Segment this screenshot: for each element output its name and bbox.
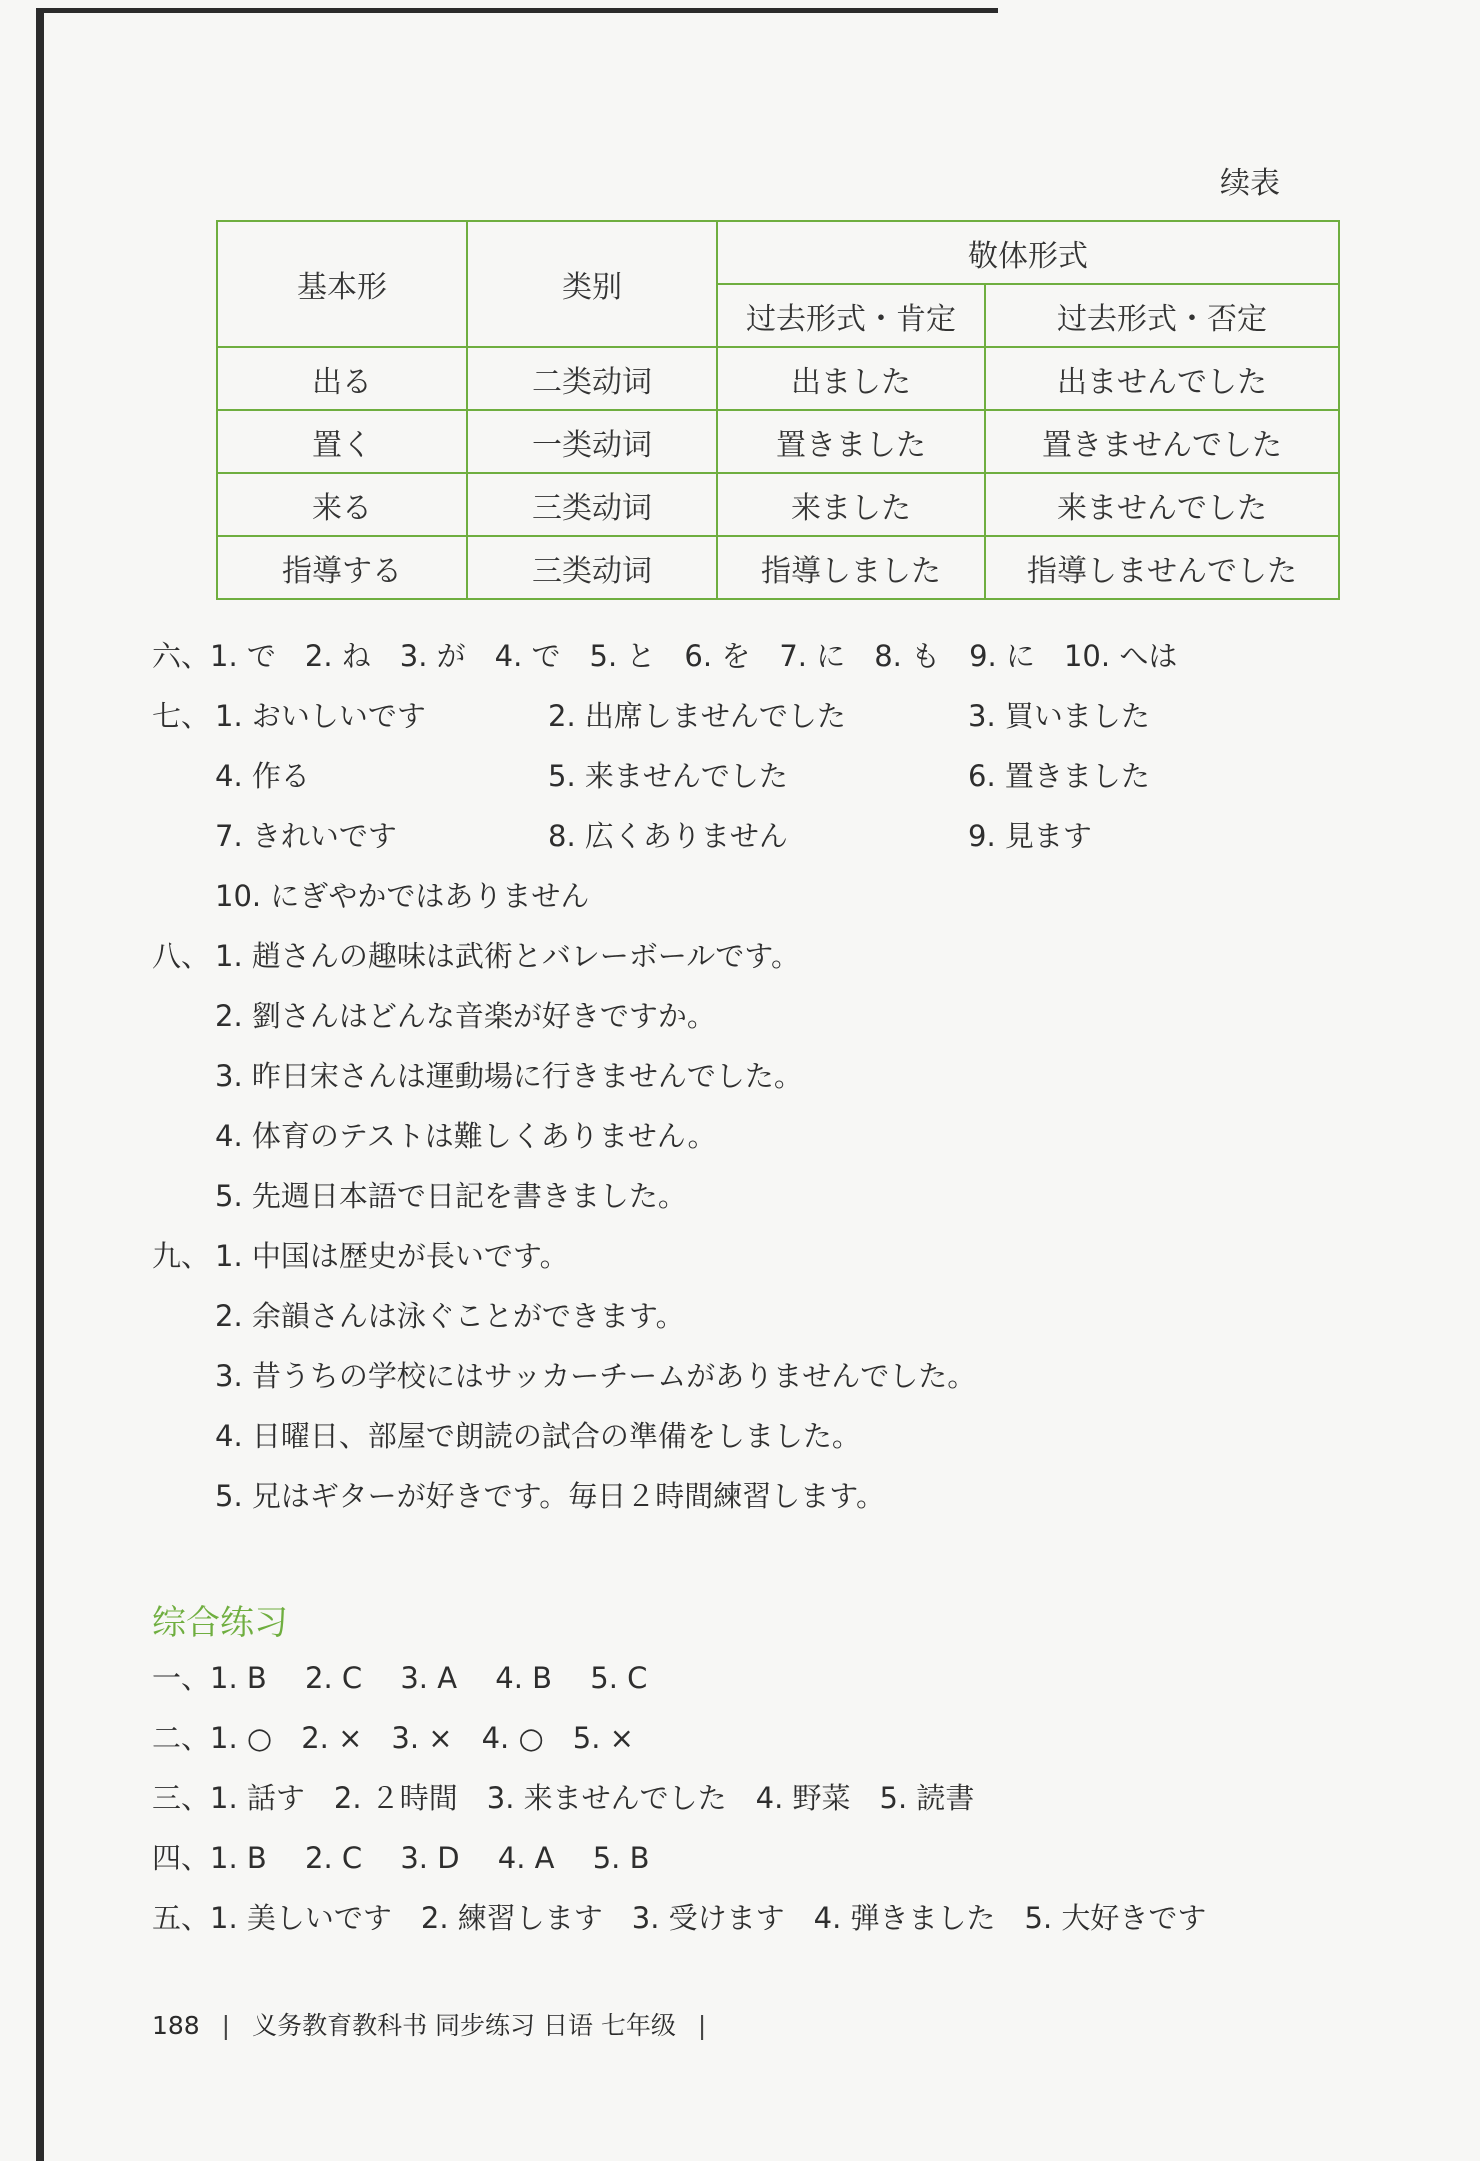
list-item: 10. にぎやかではありません (215, 879, 590, 913)
cell-past-aff: 来ました (717, 473, 985, 536)
cell-category: 一类动词 (467, 410, 717, 473)
table-row (217, 473, 1339, 536)
list-item: 3. 昔うちの学校にはサッカーチームがありませんでした。 (215, 1359, 977, 1393)
header-polite-form: 敬体形式 (717, 221, 1339, 284)
page-footer (152, 2006, 720, 2042)
section-7-prefix: 七、 (152, 699, 211, 733)
table-row (217, 536, 1339, 599)
list-item: 1. 中国は歴史が長いです。 (215, 1239, 569, 1273)
section-8-prefix: 八、 (152, 939, 211, 973)
comprehensive-line: 三、1. 話す 2. ２時間 3. 来ませんでした 4. 野菜 5. 読書 (152, 1781, 975, 1815)
list-item: 9. 見ます (968, 819, 1092, 853)
table-row (217, 347, 1339, 410)
header-past-negative: 过去形式・否定 (985, 284, 1339, 347)
cell-basic: 置く (217, 410, 467, 473)
cell-basic: 来る (217, 473, 467, 536)
list-item: 4. 体育のテストは難しくありません。 (215, 1119, 717, 1153)
comprehensive-line: 五、1. 美しいです 2. 練習します 3. 受けます 4. 弾きました 5. 大好きです (152, 1901, 1207, 1935)
page-edge-top (38, 8, 998, 13)
table-row (217, 410, 1339, 473)
list-item: 8. 広くありません (548, 819, 788, 853)
cell-past-neg: 来ませんでした (985, 473, 1339, 536)
cell-past-neg: 置きませんでした (985, 410, 1339, 473)
cell-past-neg: 出ませんでした (985, 347, 1339, 410)
cell-past-aff: 置きました (717, 410, 985, 473)
list-item: 5. 来ませんでした (548, 759, 788, 793)
list-item: 1. おいしいです (215, 699, 426, 733)
comprehensive-line: 四、1. B 2. C 3. D 4. A 5. B (152, 1841, 650, 1875)
list-item: 5. 兄はギターが好きです。毎日２時間練習します。 (215, 1479, 885, 1513)
cell-basic: 指導する (217, 536, 467, 599)
cell-category: 三类动词 (467, 536, 717, 599)
section-9-prefix: 九、 (152, 1239, 211, 1273)
footer-divider: | (697, 2011, 707, 2040)
cell-category: 三类动词 (467, 473, 717, 536)
comprehensive-exercise-title: 综合练习 (152, 1603, 288, 1643)
page-edge-left (36, 8, 44, 2161)
cell-past-neg: 指導しませんでした (985, 536, 1339, 599)
list-item: 2. 出席しませんでした (548, 699, 846, 733)
cell-past-aff: 出ました (717, 347, 985, 410)
header-category: 类别 (467, 221, 717, 347)
footer-divider: | (221, 2011, 231, 2040)
continued-table-label: 续表 (1220, 166, 1280, 201)
list-item: 5. 先週日本語で日記を書きました。 (215, 1179, 687, 1213)
list-item: 1. 趙さんの趣味は武術とバレーボールです。 (215, 939, 800, 973)
list-item: 2. 余韻さんは泳ぐことができます。 (215, 1299, 685, 1333)
list-item: 6. 置きました (968, 759, 1150, 793)
list-item: 2. 劉さんはどんな音楽が好きですか。 (215, 999, 716, 1033)
list-item: 4. 日曜日、部屋で朗読の試合の準備をしました。 (215, 1419, 861, 1453)
comprehensive-line: 一、1. B 2. C 3. A 4. B 5. C (152, 1661, 648, 1695)
verb-forms-table (216, 220, 1340, 600)
list-item: 4. 作る (215, 759, 310, 793)
cell-category: 二类动词 (467, 347, 717, 410)
comprehensive-line: 二、1. ○ 2. × 3. × 4. ○ 5. × (152, 1721, 634, 1755)
list-item: 3. 昨日宋さんは運動場に行きませんでした。 (215, 1059, 803, 1093)
section-6-answers: 六、1. で 2. ね 3. が 4. で 5. と 6. を 7. に 8. も 9. に 10. へは (152, 639, 1178, 673)
list-item: 7. きれいです (215, 819, 397, 853)
header-past-affirmative: 过去形式・肯定 (717, 284, 985, 347)
header-basic-form: 基本形 (217, 221, 467, 347)
cell-basic: 出る (217, 347, 467, 410)
book-title: 义务教育教科书 同步练习 日语 七年级 (252, 2011, 676, 2040)
page-number: 188 (152, 2011, 200, 2040)
list-item: 3. 買いました (968, 699, 1150, 733)
cell-past-aff: 指導しました (717, 536, 985, 599)
